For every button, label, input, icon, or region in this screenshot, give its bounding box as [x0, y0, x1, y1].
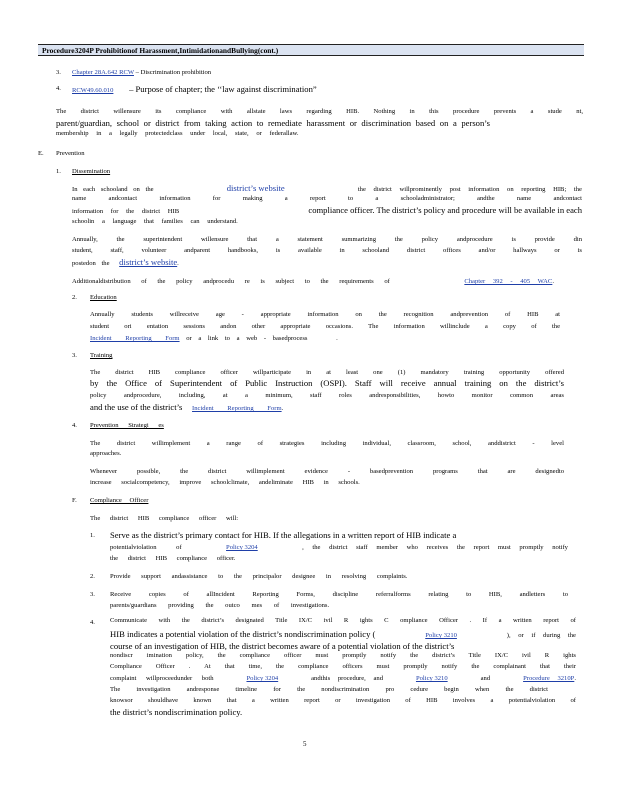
law-text: – Discrimination prohibition [135, 69, 212, 76]
text-span: . [281, 405, 284, 412]
text-span: . [177, 260, 179, 267]
wac-chapter-link[interactable]: Chapter 392 - 405 WAC [464, 278, 553, 285]
subsection-number: 4. [72, 422, 77, 429]
header-part: 3204 [74, 46, 90, 55]
policy-3210-link[interactable]: Policy 3210 [415, 675, 448, 682]
education-line: student ori entation sessions andon other appropriate occasions. The information willinclude a copy of the [90, 323, 560, 330]
intro-line: membership in a legally protectedclass under local, state, or federallaw. [56, 130, 299, 137]
intro-line: The district willensure its compliance with allstate laws regarding HIB. Nothing in this procedure prevents a stude nt, [56, 108, 583, 115]
procedure-3210p-link[interactable]: Procedure 3210P [523, 675, 575, 682]
section-letter: E. [38, 150, 44, 157]
text-span: ), or if during the [506, 632, 576, 639]
page-number: 5 [303, 740, 307, 748]
header-part: of Harassment, [131, 46, 180, 55]
compliance-item-1-line: Serve as the district’s primary contact for HIB. If the allegations in a written report of HIB indicate a [110, 530, 457, 540]
law-text: – Purpose of chapter; the ‘‘law against discrimination” [129, 84, 317, 94]
training-line: policy andprocedure, including, at a minimum, staff roles andresponsibilities, howto monitor common areas [90, 392, 564, 399]
law-link-rcw-49-60-010[interactable]: RCW49.60.010 [72, 87, 114, 94]
text-span: andthis procedure, and [311, 675, 383, 682]
text-span: information for the district HIB [72, 208, 180, 215]
compliance-item-1-line [110, 544, 568, 552]
subsection-number: 1. [56, 168, 61, 175]
dissemination-line [72, 205, 582, 216]
section-letter: F. [72, 497, 77, 504]
incident-reporting-form-link[interactable]: Incident Reporting Form [192, 405, 282, 412]
compliance-item-1-line: the district HIB compliance officer. [110, 555, 236, 562]
strategies-line: The district willimplement a range of strategies including individual, classroom, school, anddistrict - level [90, 440, 564, 447]
compliance-item-2-line: Provide support andassistance to the principalor designee in resolving complaints. [110, 573, 408, 580]
dissemination-line: schoolin a language that families can understand. [72, 218, 238, 225]
text-span: or a link to a web - basedprocess [186, 335, 308, 342]
compliance-item-4-line: nondiscr imination policy, the compliance officer must promptly notify the district’s Title IX/C ivil R ights [110, 652, 576, 659]
dissemination-line [72, 183, 582, 194]
subsection-title-training: Training [90, 352, 113, 359]
intro-line: parent/guardian, school or district from taking action to remediate harassment or discrimination based on a person’s [56, 118, 490, 128]
strategies-line: Whenever possible, the district willimplement evidence - basedprevention programs that are designedto [90, 468, 564, 475]
training-line [90, 402, 283, 413]
compliance-item-4-line [110, 675, 576, 683]
dissemination-line: name andcontact information for making a report to a schooladministrator; andthe name andcontact [72, 195, 582, 202]
compliance-item-4-line [110, 629, 576, 640]
compliance-item-4-line: course of an investigation of HIB, the district becomes aware of a potential violation of the district’s [110, 641, 455, 651]
text-span: and [480, 675, 491, 682]
section-title-compliance-officer: Compliance Officer [90, 497, 149, 504]
compliance-intro: The district HIB compliance officer will: [90, 515, 239, 522]
law-link-rcw-28a642[interactable]: Chapter 28A.642 RCW [72, 69, 134, 76]
dissemination-line [72, 278, 554, 286]
compliance-item-3-line: Receive copies of allIncident Reporting Forms, discipline referralforms relating to HIB, andletters to [110, 591, 568, 598]
training-line: The district HIB compliance officer willparticipate in at least one (1) mandatory training opportunity offered [90, 369, 564, 376]
text-span: . [574, 675, 576, 682]
text-span: . [552, 278, 554, 285]
text-span: In each schooland on the [72, 186, 154, 193]
header-part: (cont.) [257, 46, 279, 55]
compliance-item-4-line: the district’s nondiscrimination policy. [110, 707, 243, 717]
text-span: and the use of the district’s [90, 402, 183, 412]
header-part: Procedure [42, 46, 75, 55]
compliance-item-4-line: Compliance Officer . At that time, the compliance officers must promptly notify the complainant that their [110, 663, 576, 670]
subsection-number: 3. [72, 352, 77, 359]
list-number: 4. [90, 619, 95, 626]
header-part: Bullying [231, 46, 258, 55]
education-line [90, 335, 338, 343]
policy-3210-link[interactable]: Policy 3210 [425, 632, 457, 639]
training-line: by the Office of Superintendent of Public Instruction (OSPI). Staff will receive annual training on the district’s [90, 378, 564, 388]
education-line: Annually students willreceive age - appropriate information on the recognition andprevention of HIB at [90, 311, 560, 318]
compliance-item-4-line: Communicate with the district’s designated Title IX/C ivil R ights C ompliance Officer . If a written report of [110, 617, 576, 624]
policy-3204-link[interactable]: Policy 3204 [226, 544, 258, 551]
compliance-item-3-line: parents/guardians providing the outco mes of investigations. [110, 602, 330, 609]
law-item-number: 4. [56, 85, 61, 92]
subsection-title-dissemination: Dissemination [72, 168, 111, 175]
text-span: compliance officer. The district’s policy and procedure will be available in each [308, 205, 582, 215]
text-span: complaint willproceedunder both [110, 675, 214, 682]
section-title-prevention: Prevention [56, 150, 85, 157]
district-website-link[interactable]: district’s website [226, 183, 285, 193]
text-span: , the district staff member who receives the report must promptly notify [302, 544, 568, 551]
dissemination-line: student, staff, volunteer andparent handbooks, is available in schooland district offices and/or hallways or is [72, 247, 582, 254]
header-part: P Prohibition [89, 46, 132, 55]
compliance-item-4-line: knowsor shouldhave known that a written report or investigation of HIB involves a potentialviolation of [110, 697, 576, 704]
strategies-line: increase socialcompetency, improve schoolclimate, andeliminate HIB in schools. [90, 479, 360, 486]
law-item-4 [72, 84, 317, 95]
subsection-title-education: Education [90, 294, 117, 301]
district-website-link[interactable]: district’s website [119, 257, 178, 267]
procedure-header [38, 44, 584, 56]
header-part: Intimidationand [179, 46, 232, 55]
text-span: the district willprominently post information on reporting HIB; the [357, 186, 582, 193]
law-item-number: 3. [56, 69, 61, 76]
law-item-3 [72, 69, 211, 77]
text-span: Additionaldistribution of the policy andprocedu re is subject to the requirements of [72, 278, 390, 285]
list-number: 3. [90, 591, 95, 598]
dissemination-line: Annually, the superintendent willensure that a statement summarizing the policy andprocedure is provide din [72, 236, 582, 243]
strategies-line: approaches. [90, 450, 122, 457]
dissemination-line [72, 257, 179, 268]
text-span: postedon the [72, 260, 110, 267]
list-number: 2. [90, 573, 95, 580]
policy-3204-link[interactable]: Policy 3204 [246, 675, 279, 682]
subsection-number: 2. [72, 294, 77, 301]
text-span: potentialviolation of [110, 544, 182, 551]
text-span: HIB indicates a potential violation of the district’s nondiscrimination policy ( [110, 629, 376, 639]
incident-reporting-form-link[interactable]: Incident Reporting Form [90, 335, 180, 342]
compliance-item-4-line: The investigation andresponse timeline for the nondiscrimination pro cedure begin when the district [110, 686, 548, 693]
subsection-title-strategies: Prevention Strategi es [90, 422, 164, 429]
list-number: 1. [90, 532, 95, 539]
text-span: . [336, 335, 338, 342]
